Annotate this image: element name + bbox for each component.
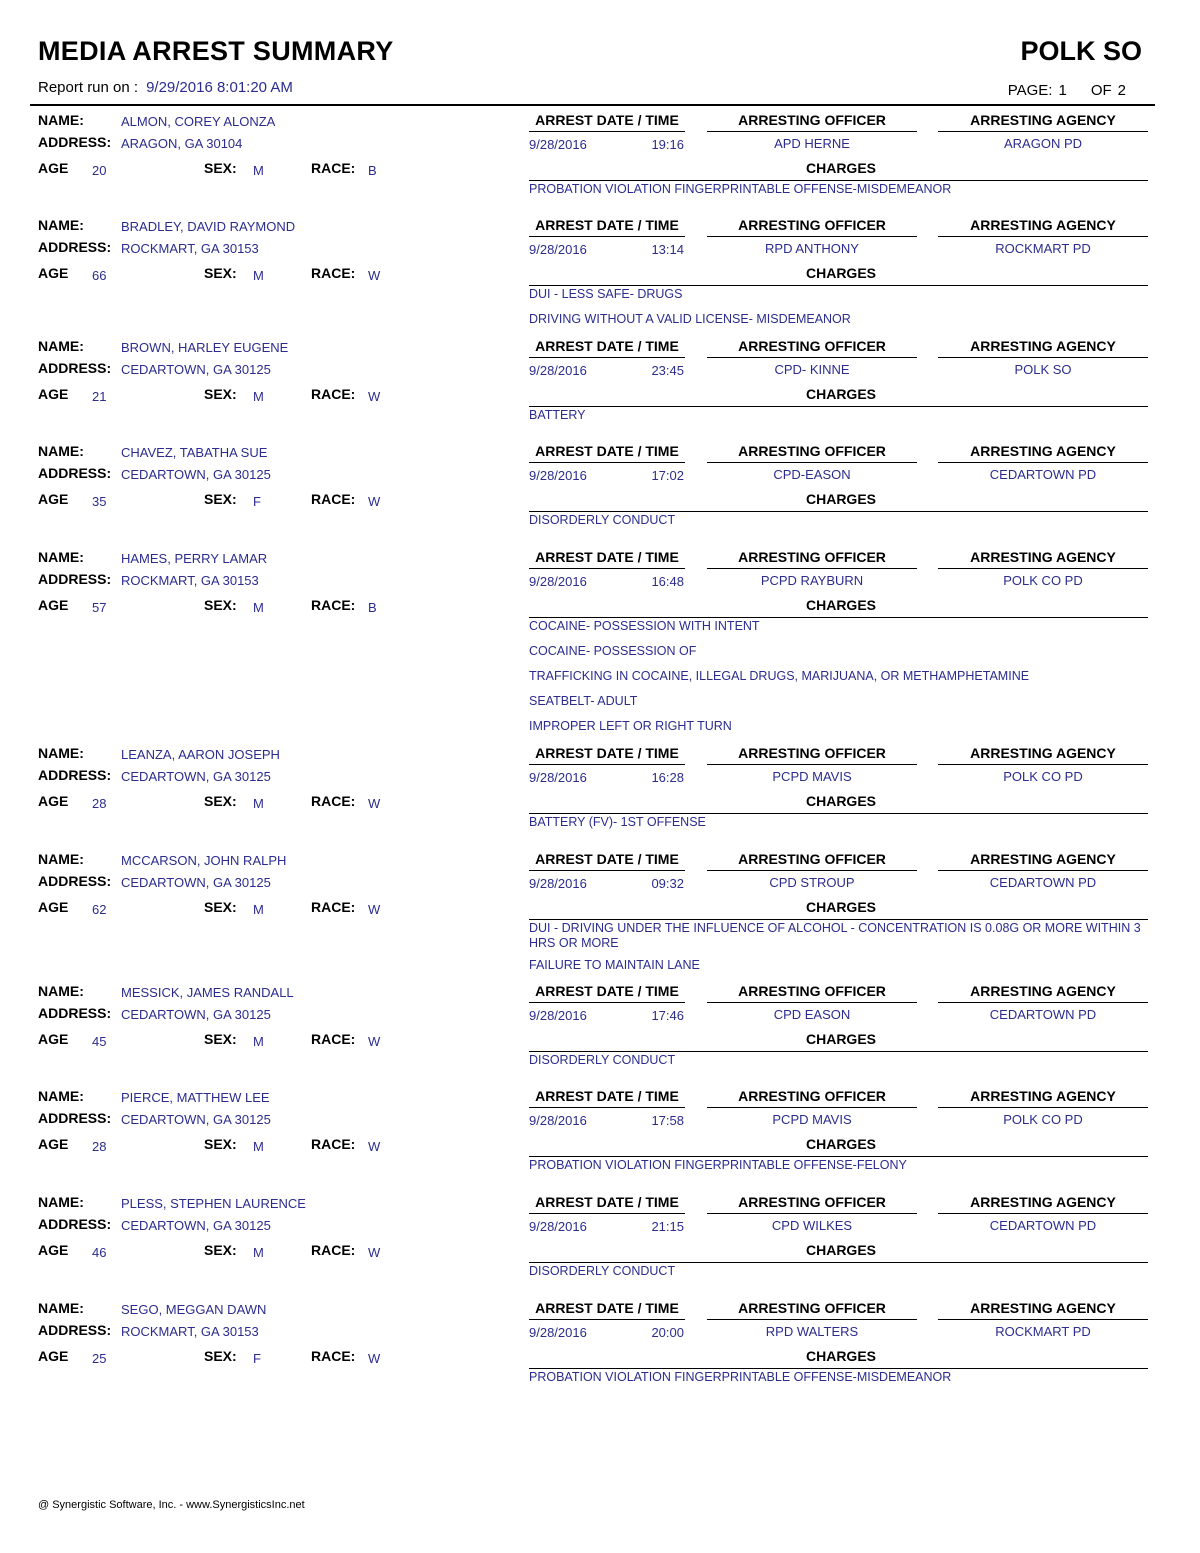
race-label: RACE:	[311, 1348, 356, 1364]
arresting-agency-header: ARRESTING AGENCY	[970, 1194, 1116, 1210]
address-label: ADDRESS:	[38, 1322, 112, 1338]
person-race: W	[368, 902, 381, 917]
page-indicator	[1002, 82, 1126, 99]
arresting-agency: ARAGON PD	[1003, 136, 1082, 151]
arrest-date: 9/28/2016	[529, 242, 587, 257]
arresting-officer: CPD WILKES	[771, 1218, 853, 1233]
address-label: ADDRESS:	[38, 465, 112, 481]
arresting-officer: PCPD MAVIS	[772, 769, 852, 784]
person-sex: M	[253, 1245, 264, 1260]
person-sex: M	[253, 268, 264, 283]
divider	[707, 1002, 917, 1003]
header-divider	[30, 104, 1155, 106]
name-label: NAME:	[38, 549, 84, 565]
sex-label: SEX:	[204, 1136, 237, 1152]
arrest-date: 9/28/2016	[529, 1113, 587, 1128]
charges-header: CHARGES	[805, 386, 876, 402]
report-run-line	[38, 79, 293, 96]
divider	[529, 617, 1148, 618]
divider	[529, 1213, 685, 1214]
arresting-officer-header: ARRESTING OFFICER	[738, 1194, 886, 1210]
arresting-officer-header: ARRESTING OFFICER	[738, 549, 886, 565]
arrest-date-time-header: ARREST DATE / TIME	[535, 983, 679, 999]
person-age: 25	[92, 1351, 107, 1366]
name-label: NAME:	[38, 1194, 84, 1210]
arresting-agency-header: ARRESTING AGENCY	[970, 745, 1116, 761]
agency-title: POLK SO	[1020, 36, 1142, 66]
arrest-date-time-header: ARREST DATE / TIME	[535, 1300, 679, 1316]
sex-label: SEX:	[204, 793, 237, 809]
race-label: RACE:	[311, 491, 356, 507]
name-label: NAME:	[38, 1088, 84, 1104]
arresting-officer-header: ARRESTING OFFICER	[738, 443, 886, 459]
divider	[529, 1156, 1148, 1157]
divider	[529, 180, 1148, 181]
divider	[707, 1213, 917, 1214]
sex-label: SEX:	[204, 386, 237, 402]
charges-header: CHARGES	[805, 1348, 876, 1364]
divider	[529, 357, 685, 358]
arresting-officer-header: ARRESTING OFFICER	[738, 851, 886, 867]
person-race: B	[368, 163, 377, 178]
arrest-date-time-header: ARREST DATE / TIME	[535, 549, 679, 565]
report-title: MEDIA ARREST SUMMARY	[38, 36, 394, 66]
person-sex: F	[253, 494, 261, 509]
name-label: NAME:	[38, 745, 84, 761]
name-label: NAME:	[38, 338, 84, 354]
charge-item: IMPROPER LEFT OR RIGHT TURN	[529, 719, 732, 733]
divider	[529, 511, 1148, 512]
divider	[707, 236, 917, 237]
divider	[938, 462, 1148, 463]
charge-item: DISORDERLY CONDUCT	[529, 1264, 676, 1278]
arresting-agency-header: ARRESTING AGENCY	[970, 443, 1116, 459]
race-label: RACE:	[311, 1136, 356, 1152]
divider	[707, 462, 917, 463]
arrest-date-time-header: ARREST DATE / TIME	[535, 443, 679, 459]
person-name: MESSICK, JAMES RANDALL	[121, 985, 294, 1000]
arresting-officer: CPD EASON	[773, 1007, 851, 1022]
divider	[707, 870, 917, 871]
person-sex: M	[253, 796, 264, 811]
person-race: W	[368, 1139, 381, 1154]
name-label: NAME:	[38, 851, 84, 867]
arresting-officer-header: ARRESTING OFFICER	[738, 217, 886, 233]
arresting-officer: APD HERNE	[774, 136, 850, 151]
person-age: 28	[92, 1139, 107, 1154]
arresting-agency: ROCKMART PD	[995, 241, 1091, 256]
arresting-agency: CEDARTOWN PD	[989, 875, 1097, 890]
person-age: 46	[92, 1245, 107, 1260]
person-race: W	[368, 494, 381, 509]
arresting-agency-header: ARRESTING AGENCY	[970, 338, 1116, 354]
arrest-date-time-header: ARREST DATE / TIME	[535, 745, 679, 761]
person-age: 28	[92, 796, 107, 811]
divider	[938, 870, 1148, 871]
person-name: BROWN, HARLEY EUGENE	[121, 340, 289, 355]
person-race: W	[368, 1245, 381, 1260]
race-label: RACE:	[311, 386, 356, 402]
age-label: AGE	[38, 386, 69, 402]
arresting-officer: RPD ANTHONY	[765, 241, 859, 256]
name-label: NAME:	[38, 983, 84, 999]
person-age: 57	[92, 600, 107, 615]
name-label: NAME:	[38, 112, 84, 128]
person-race: W	[368, 268, 381, 283]
person-name: MCCARSON, JOHN RALPH	[121, 853, 287, 868]
arrest-time: 17:46	[651, 1008, 684, 1023]
arresting-officer-header: ARRESTING OFFICER	[738, 983, 886, 999]
address-label: ADDRESS:	[38, 873, 112, 889]
age-label: AGE	[38, 793, 69, 809]
report-run-label: Report run on :	[38, 79, 139, 96]
arresting-agency-header: ARRESTING AGENCY	[970, 1300, 1116, 1316]
address-label: ADDRESS:	[38, 1216, 112, 1232]
charge-item: FAILURE TO MAINTAIN LANE	[529, 958, 700, 972]
arresting-officer: PCPD MAVIS	[772, 1112, 852, 1127]
person-race: W	[368, 796, 381, 811]
sex-label: SEX:	[204, 265, 237, 281]
arresting-agency: POLK CO PD	[1003, 573, 1083, 588]
arrest-date-time-header: ARREST DATE / TIME	[535, 217, 679, 233]
arresting-officer: PCPD RAYBURN	[760, 573, 864, 588]
arresting-agency: CEDARTOWN PD	[989, 1218, 1097, 1233]
footer-credit: @ Synergistic Software, Inc. - www.SynergisticsInc.net	[38, 1499, 305, 1511]
arresting-agency: ROCKMART PD	[995, 1324, 1091, 1339]
person-address: CEDARTOWN, GA 30125	[121, 467, 271, 482]
divider	[938, 1213, 1148, 1214]
divider	[529, 1262, 1148, 1263]
person-age: 45	[92, 1034, 107, 1049]
person-address: CEDARTOWN, GA 30125	[121, 362, 271, 377]
page-label: PAGE:	[1007, 82, 1053, 99]
person-age: 20	[92, 163, 107, 178]
name-label: NAME:	[38, 1300, 84, 1316]
race-label: RACE:	[311, 1031, 356, 1047]
arrest-date: 9/28/2016	[529, 137, 587, 152]
charge-item: SEATBELT- ADULT	[529, 694, 638, 708]
race-label: RACE:	[311, 793, 356, 809]
divider	[938, 131, 1148, 132]
arrest-date: 9/28/2016	[529, 468, 587, 483]
arresting-officer-header: ARRESTING OFFICER	[738, 112, 886, 128]
person-sex: M	[253, 902, 264, 917]
sex-label: SEX:	[204, 1348, 237, 1364]
divider	[707, 357, 917, 358]
divider	[529, 813, 1148, 814]
divider	[529, 285, 1148, 286]
arresting-agency-header: ARRESTING AGENCY	[970, 1088, 1116, 1104]
arrest-time: 13:14	[651, 242, 684, 257]
address-label: ADDRESS:	[38, 767, 112, 783]
charge-item: PROBATION VIOLATION FINGERPRINTABLE OFFENSE-FELONY	[529, 1158, 907, 1172]
arresting-agency: POLK CO PD	[1003, 1112, 1083, 1127]
arrest-time: 20:00	[651, 1325, 684, 1340]
person-address: CEDARTOWN, GA 30125	[121, 1112, 271, 1127]
person-name: PIERCE, MATTHEW LEE	[121, 1090, 270, 1105]
arrest-date: 9/28/2016	[529, 1325, 587, 1340]
person-address: CEDARTOWN, GA 30125	[121, 875, 271, 890]
divider	[529, 1107, 685, 1108]
person-name: CHAVEZ, TABATHA SUE	[121, 445, 268, 460]
person-address: CEDARTOWN, GA 30125	[121, 1007, 271, 1022]
person-age: 35	[92, 494, 107, 509]
arresting-agency-header: ARRESTING AGENCY	[970, 851, 1116, 867]
divider	[529, 870, 685, 871]
arresting-officer-header: ARRESTING OFFICER	[738, 745, 886, 761]
person-sex: M	[253, 1034, 264, 1049]
divider	[707, 764, 917, 765]
address-label: ADDRESS:	[38, 571, 112, 587]
charge-item: TRAFFICKING IN COCAINE, ILLEGAL DRUGS, MARIJUANA, OR METHAMPHETAMINE	[529, 669, 1030, 683]
divider	[938, 357, 1148, 358]
person-race: B	[368, 600, 377, 615]
name-label: NAME:	[38, 443, 84, 459]
sex-label: SEX:	[204, 491, 237, 507]
arrest-time: 23:45	[651, 363, 684, 378]
arresting-officer: CPD STROUP	[769, 875, 855, 890]
age-label: AGE	[38, 1242, 69, 1258]
arresting-officer-header: ARRESTING OFFICER	[738, 338, 886, 354]
person-sex: M	[253, 163, 264, 178]
divider	[529, 1368, 1148, 1369]
person-address: ARAGON, GA 30104	[121, 136, 243, 151]
person-age: 66	[92, 268, 107, 283]
charges-header: CHARGES	[805, 265, 876, 281]
charge-item: PROBATION VIOLATION FINGERPRINTABLE OFFENSE-MISDEMEANOR	[529, 182, 952, 196]
race-label: RACE:	[311, 160, 356, 176]
person-race: W	[368, 1034, 381, 1049]
divider	[529, 1002, 685, 1003]
divider	[529, 406, 1148, 407]
person-address: ROCKMART, GA 30153	[121, 573, 259, 588]
divider	[938, 764, 1148, 765]
age-label: AGE	[38, 491, 69, 507]
age-label: AGE	[38, 265, 69, 281]
race-label: RACE:	[311, 265, 356, 281]
address-label: ADDRESS:	[38, 360, 112, 376]
person-name: ALMON, COREY ALONZA	[121, 114, 276, 129]
divider	[707, 131, 917, 132]
race-label: RACE:	[311, 899, 356, 915]
arrest-time: 09:32	[651, 876, 684, 891]
divider	[707, 1107, 917, 1108]
person-name: SEGO, MEGGAN DAWN	[121, 1302, 267, 1317]
charge-item: DUI - LESS SAFE- DRUGS	[529, 287, 683, 301]
person-name: HAMES, PERRY LAMAR	[121, 551, 268, 566]
divider	[529, 236, 685, 237]
charges-header: CHARGES	[805, 491, 876, 507]
divider	[938, 236, 1148, 237]
arresting-agency: POLK CO PD	[1003, 769, 1083, 784]
age-label: AGE	[38, 1348, 69, 1364]
person-sex: M	[253, 389, 264, 404]
charge-item: BATTERY	[529, 408, 586, 422]
divider	[938, 1002, 1148, 1003]
arrest-time: 21:15	[651, 1219, 684, 1234]
charges-header: CHARGES	[805, 597, 876, 613]
arresting-officer: CPD- KINNE	[774, 362, 850, 377]
arresting-agency-header: ARRESTING AGENCY	[970, 983, 1116, 999]
address-label: ADDRESS:	[38, 1110, 112, 1126]
arrest-date-time-header: ARREST DATE / TIME	[535, 851, 679, 867]
page-total: 2	[1117, 82, 1126, 99]
arresting-officer-header: ARRESTING OFFICER	[738, 1088, 886, 1104]
arresting-officer: CPD-EASON	[773, 467, 851, 482]
divider	[529, 1319, 685, 1320]
person-race: W	[368, 1351, 381, 1366]
arrest-date-time-header: ARREST DATE / TIME	[535, 1088, 679, 1104]
address-label: ADDRESS:	[38, 134, 112, 150]
divider	[529, 919, 1148, 920]
charge-item: DISORDERLY CONDUCT	[529, 1053, 676, 1067]
arrest-time: 16:28	[651, 770, 684, 785]
divider	[938, 1107, 1148, 1108]
age-label: AGE	[38, 597, 69, 613]
charges-header: CHARGES	[805, 1031, 876, 1047]
person-age: 62	[92, 902, 107, 917]
arrest-time: 17:58	[651, 1113, 684, 1128]
sex-label: SEX:	[204, 1031, 237, 1047]
divider	[707, 1319, 917, 1320]
arrest-date: 9/28/2016	[529, 1219, 587, 1234]
arrest-date: 9/28/2016	[529, 1008, 587, 1023]
arresting-agency: CEDARTOWN PD	[989, 1007, 1097, 1022]
person-address: ROCKMART, GA 30153	[121, 1324, 259, 1339]
age-label: AGE	[38, 1136, 69, 1152]
arresting-officer-header: ARRESTING OFFICER	[738, 1300, 886, 1316]
arresting-agency: CEDARTOWN PD	[989, 467, 1097, 482]
arrest-date: 9/28/2016	[529, 770, 587, 785]
arresting-agency-header: ARRESTING AGENCY	[970, 217, 1116, 233]
divider	[938, 1319, 1148, 1320]
charge-item: BATTERY (FV)- 1ST OFFENSE	[529, 815, 706, 829]
person-address: CEDARTOWN, GA 30125	[121, 769, 271, 784]
divider	[707, 568, 917, 569]
charges-header: CHARGES	[805, 1136, 876, 1152]
arrest-date: 9/28/2016	[529, 574, 587, 589]
arrest-date: 9/28/2016	[529, 363, 587, 378]
report-run-value: 9/29/2016 8:01:20 AM	[146, 79, 293, 96]
charges-header: CHARGES	[805, 1242, 876, 1258]
age-label: AGE	[38, 899, 69, 915]
charges-header: CHARGES	[805, 793, 876, 809]
person-sex: M	[253, 1139, 264, 1154]
person-sex: M	[253, 600, 264, 615]
charge-item: COCAINE- POSSESSION OF	[529, 644, 697, 658]
charge-item: PROBATION VIOLATION FINGERPRINTABLE OFFENSE-MISDEMEANOR	[529, 1370, 952, 1384]
person-name: PLESS, STEPHEN LAURENCE	[121, 1196, 306, 1211]
address-label: ADDRESS:	[38, 239, 112, 255]
arrest-date-time-header: ARREST DATE / TIME	[535, 1194, 679, 1210]
race-label: RACE:	[311, 1242, 356, 1258]
arrest-time: 19:16	[651, 137, 684, 152]
arrest-date-time-header: ARREST DATE / TIME	[535, 112, 679, 128]
sex-label: SEX:	[204, 160, 237, 176]
race-label: RACE:	[311, 597, 356, 613]
sex-label: SEX:	[204, 1242, 237, 1258]
age-label: AGE	[38, 1031, 69, 1047]
arresting-agency-header: ARRESTING AGENCY	[970, 549, 1116, 565]
sex-label: SEX:	[204, 597, 237, 613]
arrest-date-time-header: ARREST DATE / TIME	[535, 338, 679, 354]
person-name: LEANZA, AARON JOSEPH	[121, 747, 280, 762]
charges-header: CHARGES	[805, 160, 876, 176]
divider	[529, 462, 685, 463]
person-sex: F	[253, 1351, 261, 1366]
person-name: BRADLEY, DAVID RAYMOND	[121, 219, 296, 234]
divider	[529, 568, 685, 569]
arrest-time: 17:02	[651, 468, 684, 483]
arresting-officer: RPD WALTERS	[765, 1324, 859, 1339]
charges-header: CHARGES	[805, 899, 876, 915]
arrest-time: 16:48	[651, 574, 684, 589]
charge-item: DRIVING WITHOUT A VALID LICENSE- MISDEMEANOR	[529, 312, 851, 326]
divider	[529, 764, 685, 765]
arresting-agency-header: ARRESTING AGENCY	[970, 112, 1116, 128]
person-address: ROCKMART, GA 30153	[121, 241, 259, 256]
person-age: 21	[92, 389, 107, 404]
page-number: 1	[1058, 82, 1067, 99]
of-label: OF	[1090, 82, 1112, 99]
charge-item: DUI - DRIVING UNDER THE INFLUENCE OF ALCOHOL - CONCENTRATION IS 0.08G OR MORE WITHIN 3 HRS OR MORE	[529, 921, 1141, 950]
person-address: CEDARTOWN, GA 30125	[121, 1218, 271, 1233]
address-label: ADDRESS:	[38, 1005, 112, 1021]
arresting-agency: POLK SO	[1014, 362, 1072, 377]
person-race: W	[368, 389, 381, 404]
divider	[529, 1051, 1148, 1052]
sex-label: SEX:	[204, 899, 237, 915]
age-label: AGE	[38, 160, 69, 176]
charge-item: COCAINE- POSSESSION WITH INTENT	[529, 619, 760, 633]
divider	[938, 568, 1148, 569]
arrest-date: 9/28/2016	[529, 876, 587, 891]
divider	[529, 131, 685, 132]
name-label: NAME:	[38, 217, 84, 233]
charge-item: DISORDERLY CONDUCT	[529, 513, 676, 527]
